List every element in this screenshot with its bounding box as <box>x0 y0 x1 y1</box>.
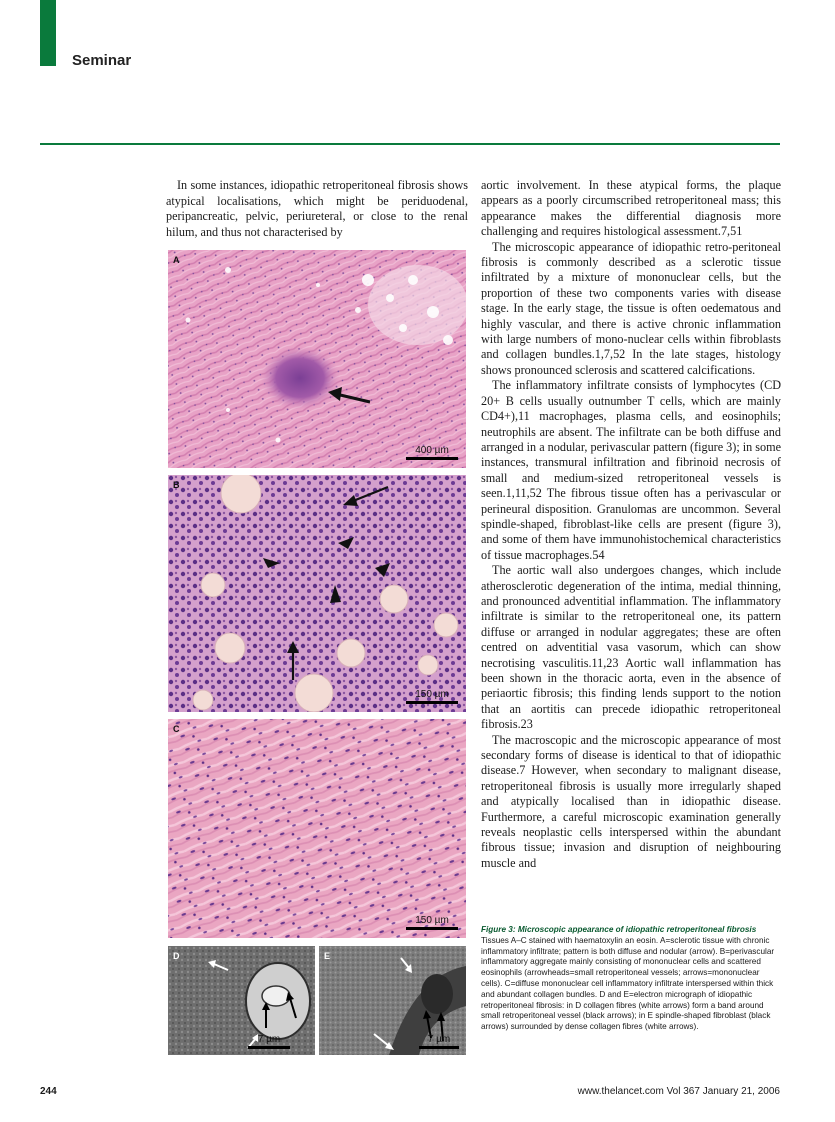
panel-d-scale-bar <box>248 1034 290 1049</box>
body-paragraph: The aortic wall also undergoes changes, which include atherosclerotic degeneration of the intima, medial thinning, and pronounced adventitial inflammation. The inflammatory infiltrate is similar to the retroperitoneal one, its pattern diffuse or arranged in nodular aggregates; these are often centred on adventitial vasa vasorum, which can show necrotising vasculitis.11,23 Aortic wall inflammation has been shown in the thoracic aorta, even in the absence of periaortic fibrosis; this finding lends support to the notion that an aortitis can precede idiopathic retroperitoneal fibrosis.23 <box>481 563 781 732</box>
electron-micrograph-row <box>168 946 466 1055</box>
left-paragraph: In some instances, idiopathic retroperitoneal fibrosis shows atypical localisations, which might be periduodenal, peripancreatic, pelvic, periureteral, or close to the renal hilum, and thus not characterised by <box>166 178 468 239</box>
header-rule <box>40 143 780 145</box>
journal-citation: www.thelancet.com Vol 367 January 21, 2006 <box>577 1086 780 1097</box>
panel-c-scale-label: 150 µm <box>415 915 449 926</box>
scale-bar-line <box>248 1046 290 1049</box>
panel-e-scale-bar <box>419 1034 459 1049</box>
scale-bar-line <box>419 1046 459 1049</box>
panel-a-image <box>168 250 466 468</box>
panel-a-scale-label: 400 µm <box>415 445 449 456</box>
body-paragraph: The macroscopic and the microscopic appearance of most secondary forms of disease is identical to that of idiopathic disease.7 However, when secondary to malignant disease, retroperitoneal fibrosis is usually more irregularly shaped and atypically localised than in idiopathic disease. Furthermore, a careful microscopic examination generally reveals neoplastic cells interspersed within the abundant fibrous tissue; invasion and disruption of neighbouring muscle and <box>481 732 781 870</box>
panel-b-scale-label: 150 µm <box>415 689 449 700</box>
figure-caption-title: Figure 3: Microscopic appearance of idiopathic retroperitoneal fibrosis <box>481 925 757 934</box>
figure-caption <box>481 925 781 1033</box>
scale-bar-line <box>406 457 458 460</box>
panel-c-micrograph <box>168 719 466 938</box>
panel-b-scale-bar <box>406 689 458 704</box>
scale-bar-line <box>406 701 458 704</box>
body-paragraph: The inflammatory infiltrate consists of lymphocytes (CD 20+ B cells usually outnumber T cells, which are mainly CD4+),11 macrophages, plasma cells, and eosinophils; neutrophils are absent. The infiltrate can be both diffuse and arranged in a nodular, perivascular pattern (figure 3); in some instances, transmural infiltration and fibrinoid necrosis of small and medium-sized retroperitoneal vessels is seen.1,11,52 The fibrous tissue often has a perivascular or perineural disposition. Granulomas are uncommon. Several spindle-shaped, fibroblast-like cells are present (figure 3), and some of them have immunohistochemical characteristics of tissue macrophages.54 <box>481 378 782 562</box>
figure-caption-body: Tissues A–C stained with haematoxylin an eosin. A=sclerotic tissue with chronic inflammatory infiltrate; pattern is both diffuse and nodular (arrow). B=perivascular inflammatory aggregate mainly consisting of mononuclear cells and scattered eosinophils (arrowheads=small retroperitoneal vessels; arrows=mononuclear cells). C=diffuse mononuclear cell inflammatory infiltrate interspersed within thick and abundant collagen bundles. D and E=electron micrograph of idiopathic retroperitoneal fibrosis: in D collagen fibres (white arrows) form a band around small retroperitoneal vessel (black arrows); in E spindle-shaped fibroblast (black arrows) surrounded by dense collagen fibres (white arrows). <box>481 935 775 1032</box>
panel-a-scale-bar <box>406 445 458 460</box>
panel-d-image <box>168 946 315 1055</box>
scale-bar-line <box>406 927 458 930</box>
figure-3 <box>168 250 466 938</box>
panel-c-label: C <box>173 724 180 734</box>
panel-c-scale-bar <box>406 915 458 930</box>
section-color-bar <box>40 0 56 66</box>
right-column-text <box>481 178 781 871</box>
panel-a-label: A <box>173 255 180 265</box>
page-number: 244 <box>40 1086 57 1097</box>
panel-b-micrograph <box>168 475 466 712</box>
section-label: Seminar <box>72 52 132 69</box>
panel-b-image <box>168 475 466 712</box>
panel-b-label: B <box>173 480 180 490</box>
body-paragraph: The microscopic appearance of idiopathic retro-peritoneal fibrosis is commonly described as a sclerotic tissue infiltrated by a mixture of mononuclear cells, but the proportion of these two components varies with disease stage. In the early stage, the tissue is often oedematous and highly vascular, and there is active chronic inflammation with large numbers of mono-nuclear cells within fibroblasts and collagen bundles.1,7,52 In the late stages, histology shows pronounced sclerosis and scattered calcifications. <box>481 239 781 377</box>
panel-e-label: E <box>324 951 331 961</box>
panel-d-label: D <box>173 951 180 961</box>
panel-e-scale-label: 7 µm <box>427 1034 451 1045</box>
panel-a-micrograph <box>168 250 466 468</box>
panel-d-scale-label: 7 µm <box>257 1034 281 1045</box>
panel-e-micrograph <box>319 946 466 1055</box>
panel-d-micrograph <box>168 946 315 1055</box>
body-paragraph: aortic involvement. In these atypical forms, the plaque appears as a poorly circumscribed retroperitoneal mass; this appearance makes the differential diagnosis more challenging and requires histological assessment.7,51 <box>481 178 781 239</box>
left-column-text <box>166 178 468 240</box>
panel-c-image <box>168 719 466 938</box>
